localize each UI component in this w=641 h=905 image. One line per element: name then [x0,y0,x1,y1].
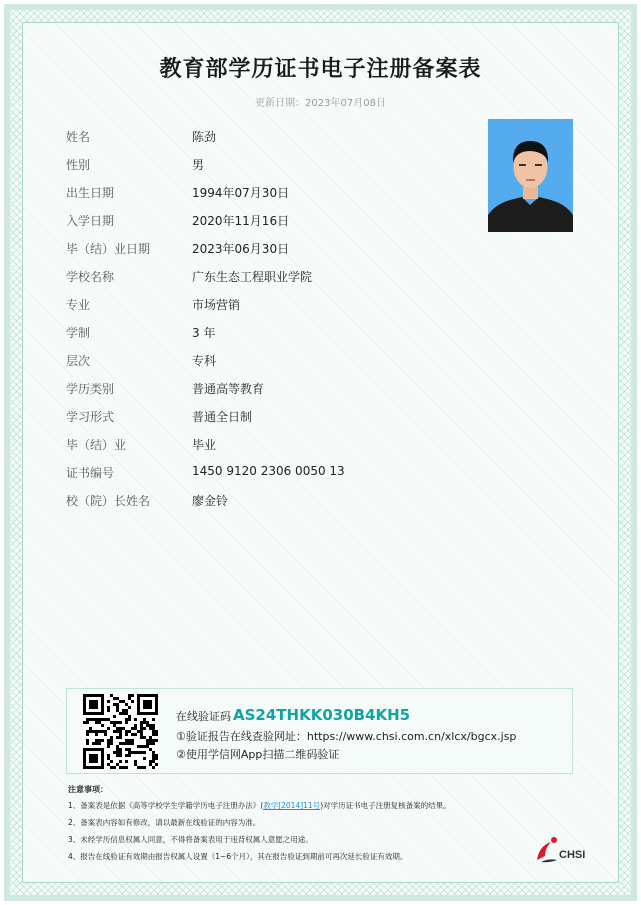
verification-code-label: 在线验证码 [176,710,231,723]
field-value: 1994年07月30日 [192,186,290,200]
student-photo [488,119,573,232]
chsi-logo [535,834,595,864]
note-1-text-end: )对学历证书电子注册复核备案的结果。 [320,801,451,810]
field-label: 毕（结）业日期 [66,242,151,256]
verification-box [66,688,573,774]
note-4: 4、报告在线验证有效期由报告权属人设置（1~6个月），其在报告验证到期前可再次延长验证有效期。 [68,852,408,861]
field-label: 学制 [66,326,91,340]
field-row-duration [66,324,486,344]
field-row-birthdate [66,184,486,204]
field-row-education-type [66,380,486,400]
chsi-logo-icon [535,834,561,864]
field-value: 1450 9120 2306 0050 13 [192,464,345,478]
field-label: 学习形式 [66,410,115,424]
field-value: 广东生态工程职业学院 [192,270,313,284]
chsi-logo-text: CHSI [559,849,586,861]
field-value: 毕业 [192,438,217,452]
field-label: 出生日期 [66,186,115,200]
field-row-enroll-date [66,212,486,232]
field-row-graduation-status [66,436,486,456]
field-row-study-form [66,408,486,428]
qr-code-icon[interactable] [83,694,158,769]
notes-title: 注意事项： [68,785,108,794]
field-label: 性别 [66,158,91,172]
note-2: 2、备案表内容如有修改，请以最新在线验证的内容为准。 [68,818,261,827]
field-label: 学历类别 [66,382,115,396]
note-1 [68,800,451,811]
field-value: 3 年 [192,326,216,340]
field-label: 毕（结）业 [66,438,127,452]
field-row-president [66,492,486,512]
regulation-link[interactable]: 教学[2014]11号 [263,801,321,810]
field-row-gender [66,156,486,176]
note-3: 3、未经学历信息权属人同意，不得将备案表用于违背权属人意愿之用途。 [68,835,313,844]
field-row-school [66,268,486,288]
field-label: 证书编号 [66,466,115,480]
field-row-level [66,352,486,372]
field-label: 姓名 [66,130,91,144]
field-row-certificate-no [66,464,486,484]
verification-code-line [176,706,410,724]
field-label: 入学日期 [66,214,115,228]
field-value: 市场营销 [192,298,241,312]
field-row-major [66,296,486,316]
field-label: 专业 [66,298,91,312]
field-value: 专科 [192,354,217,368]
field-label: 校（院）长姓名 [66,494,151,508]
field-label: 层次 [66,354,91,368]
field-value: 普通全日制 [192,410,253,424]
field-value: 2020年11月16日 [192,214,290,228]
field-row-name [66,128,486,148]
field-value: 廖金铃 [192,494,229,508]
field-value: 普通高等教育 [192,382,265,396]
field-label: 学校名称 [66,270,115,284]
field-value: 陈劲 [192,130,217,144]
verification-app-line: ②使用学信网App扫描二维码验证 [176,748,340,761]
verification-url-line: ①验证报告在线查验网址：https://www.chsi.com.cn/xlcx/bgcx.jsp [176,730,517,743]
verification-code: AS24THKK030B4KH5 [233,706,411,724]
document-title: 教育部学历证书电子注册备案表 [159,57,482,82]
note-1-text-start: 1、备案表是依据《高等学校学生学籍学历电子注册办法》( [68,801,264,810]
field-value: 男 [192,158,205,172]
field-value: 2023年06月30日 [192,242,290,256]
update-date: 更新日期：2023年07月08日 [255,98,386,109]
field-row-graduation-date [66,240,486,260]
